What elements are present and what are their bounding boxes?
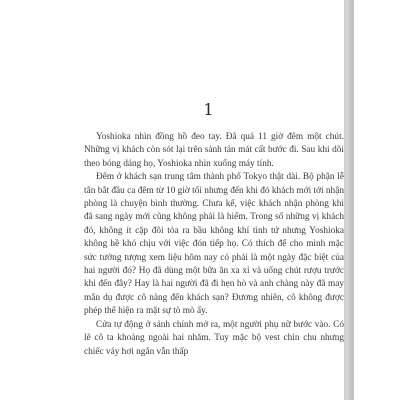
paragraph: Cửa tự động ở sảnh chính mở ra, một người phụ nữ bước vào. Có lẽ cô ta khoảng ngoài hai nhăm. Tuy mặc bộ vest chỉn chu nhưng chiếc váy hơi ngắn vẫn thấp: [84, 319, 344, 357]
chapter-body: [84, 131, 344, 359]
paragraph: Yoshioka nhìn đồng hồ đeo tay. Đã quá 11 giờ đêm một chút. Những vị khách còn sót lại trên sảnh tản mát cất bước đi. Sau khi dõi theo bóng dáng họ, Yoshioka nhìn xuống máy tính.: [84, 132, 344, 169]
book-page: [74, 0, 344, 400]
chapter-number: 1: [203, 100, 215, 119]
paragraph: Đêm ở khách sạn trung tâm thành phố Tokyo thật dài. Bộ phận lễ tân bắt đầu ca đêm từ 10 giờ tối nhưng đến khi đó khách mới tới nhận phòng là chuyện bình thường. Chưa kể, việc khách nhận phòng khi đã sang ngày mới cũng không phải là hiếm. Trong số những vị khách đó, không ít cặp đôi tỏa ra bầu không khí tình tứ nhưng Yoshioka không hề khó chịu với việc đón tiếp họ. Có thích để cho mình mặc sức tưởng tượng xem liệu hôm nay có phải là một ngày đặc biệt của hai người đó? Họ đã dùng một bữa ăn xa xỉ và uống chút rượu trước khi đến đây? Hay là hai người đã đi hẹn hò và anh chàng này đã may mắn dụ được cô nàng đến khách sạn? Đương nhiên, cô không được phép thể hiện ra mặt sự tò mò ấy.: [84, 172, 344, 317]
page-stack-edge: [344, 0, 354, 400]
